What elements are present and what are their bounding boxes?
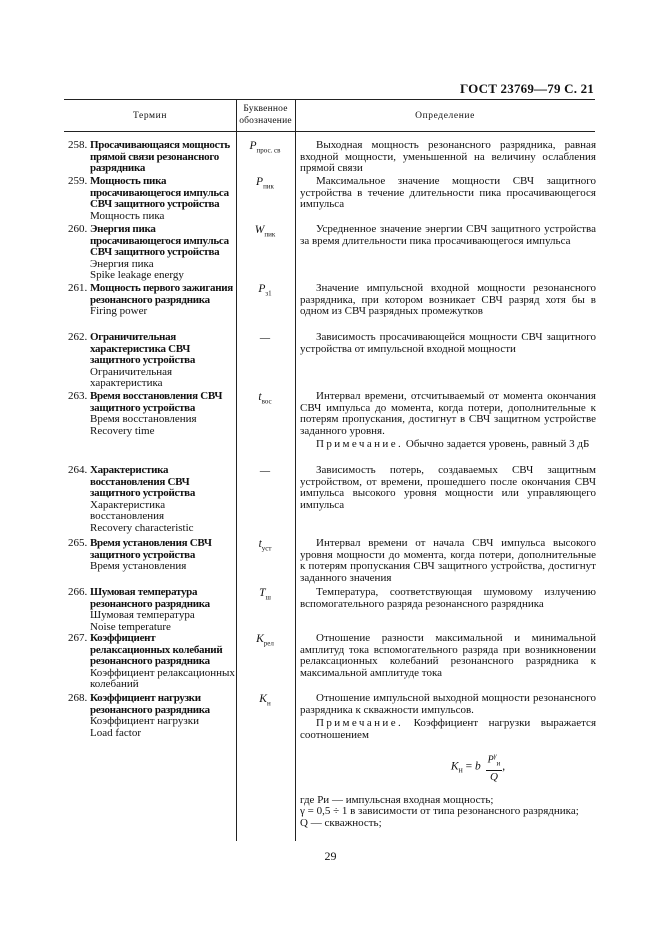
term-synonym: Время установления [90, 560, 187, 573]
term-name: Время установления СВЧ защитного устройства [90, 537, 212, 561]
entry-number: 267. [68, 632, 88, 644]
term-name: Характеристика восстановления СВЧ защитного устройства [90, 464, 196, 500]
definition-note: Примечание. Коэффициент нагрузки выражается соотношением [300, 717, 597, 741]
formula-legend: где Pи — импульсная входная мощность; [300, 793, 494, 806]
term-name: Коэффициент нагрузки резонансного разрядника [90, 692, 210, 716]
term-synonym: Шумовая температура [90, 609, 195, 622]
term-english: Load factor [90, 726, 141, 739]
page-number: 29 [324, 849, 337, 863]
definition-text: Интервал времени, отсчитываемый от момента окончания СВЧ импульса до момента, когда потери, дополнительные к потерям пропускания, достигнут в СВЧ защитном устройстве заданного уровня. [300, 390, 596, 437]
definition-text: Отношение импульсной выходной мощности резонансного разрядника к скважности импульсов. [300, 692, 596, 716]
entry-number: 261. [68, 282, 88, 294]
letter-symbol: $P_{прос. св}$ [249, 140, 281, 155]
definition-text: Значение импульсной входной мощности резонансного разрядника, при котором возникает СВЧ разряд хотя бы в одном из СВЧ разрядных промежутков [300, 282, 596, 318]
formula-legend: γ = 0,5 ÷ 1 в зависимости от типа резонансного разрядника; [300, 805, 579, 818]
definition-text: Выходная мощность резонансного разрядника, равная входной мощности, уменьшенной на величину ослабления прямой связи [300, 139, 596, 175]
entry-number: 263. [68, 390, 88, 402]
letter-symbol: $W_{пик}$ [254, 224, 276, 239]
load-factor-formula: $K_н = b$ $\frac{P^\gamma_и}{Q}$ , [450, 752, 506, 783]
term-name: Шумовая температура резонансного разрядника [90, 586, 210, 610]
term-synonym: Мощность пика [90, 209, 165, 222]
letter-symbol: $P_{пик}$ [256, 176, 274, 191]
letter-symbol: — [259, 332, 271, 344]
term-name: Мощность первого зажигания резонансного разрядника [90, 282, 233, 306]
entry-number: 266. [68, 586, 88, 598]
column-header-term: Термин [132, 111, 168, 121]
term-english: Firing power [90, 305, 148, 318]
letter-symbol: $K_{рел}$ [256, 633, 274, 648]
term-synonym: Ограничительная характеристика [90, 365, 173, 390]
term-name: Энергия пика просачивающегося импульса СВЧ защитного устройства [90, 223, 229, 259]
definition-text: Зависимость просачивающейся мощности СВЧ защитного устройства от импульсной входной мощности [300, 331, 596, 355]
term-english: Spike leakage energy [90, 269, 184, 282]
column-header-symbol: Буквенное обозначение [239, 104, 292, 126]
definition-text: Отношение разности максимальной и минимальной амплитуд тока вспомогательного разряда при возникновении релаксационных колебаний резонансного разрядника к максимальной амплитуде тока [300, 632, 596, 679]
term-name: Время восстановления СВЧ защитного устройства [90, 390, 223, 414]
term-english: Noise temperature [90, 620, 171, 633]
term-name: Ограничительная характеристика СВЧ защитного устройства [90, 331, 196, 367]
entry-number: 268. [68, 692, 88, 704]
definition-text: Интервал времени от начала СВЧ импульса высокого уровня мощности до момента, когда потери, дополнительные к потерям пропускания СВЧ защитного устройства, достигнут заданного значения [300, 537, 596, 584]
term-synonym: Характеристика восстановления [90, 498, 166, 523]
entry-number: 264. [68, 464, 88, 476]
table-top-rule [64, 99, 595, 100]
term-english: Recovery characteristic [90, 521, 194, 534]
letter-symbol: $T_ш$ [259, 587, 271, 602]
term-english: Recovery time [90, 424, 155, 437]
definition-text: Температура, соответствующая шумовому излучению вспомогательного разряда резонансного разрядника [300, 586, 596, 610]
entry-number: 262. [68, 331, 88, 343]
column-header-definition: Определение [415, 111, 475, 121]
term-name: Мощность пика просачивающегося импульса СВЧ защитного устройства [90, 175, 229, 211]
entry-number: 259. [68, 175, 88, 187]
standard-header: ГОСТ 23769—79 С. 21 [460, 81, 594, 96]
term-name: Просачивающаяся мощность прямой связи резонансного разрядника [90, 139, 230, 175]
formula-legend: Q — скважность; [300, 816, 382, 829]
term-synonym: Энергия пика [90, 257, 154, 270]
letter-symbol: — [259, 465, 271, 477]
table-header-rule [64, 131, 595, 132]
term-synonym: Коэффициент нагрузки [90, 715, 199, 728]
term-name: Коэффициент релаксационных колебаний резонансного разрядника [90, 632, 223, 668]
letter-symbol: $K_н$ [259, 693, 271, 708]
entry-number: 265. [68, 537, 88, 549]
column-divider-left [236, 99, 237, 841]
definition-text: Усредненное значение энергии СВЧ защитного устройства за время длительности пика просачивающегося импульса [300, 223, 596, 247]
letter-symbol: $t_{вос}$ [258, 391, 272, 406]
definition-note: Примечание. Обычно задается уровень, равный 3 дБ [316, 438, 590, 451]
entry-number: 258. [68, 139, 88, 151]
entry-number: 260. [68, 223, 88, 235]
term-synonym: Время восстановления [90, 413, 197, 426]
letter-symbol: $t_{уст}$ [258, 538, 272, 553]
definition-text: Максимальное значение мощности СВЧ защитного устройства в течение длительности пика просачивающегося импульса [300, 175, 596, 211]
letter-symbol: $P_{з1}$ [258, 283, 272, 298]
definition-text: Зависимость потерь, создаваемых СВЧ защитным устройством, от времени, прошедшего после окончания СВЧ импульса высокого уровня мощности или управляющего импульса [300, 464, 596, 511]
column-divider-right [295, 99, 296, 841]
term-synonym: Коэффициент релаксационных колебаний [90, 666, 235, 691]
